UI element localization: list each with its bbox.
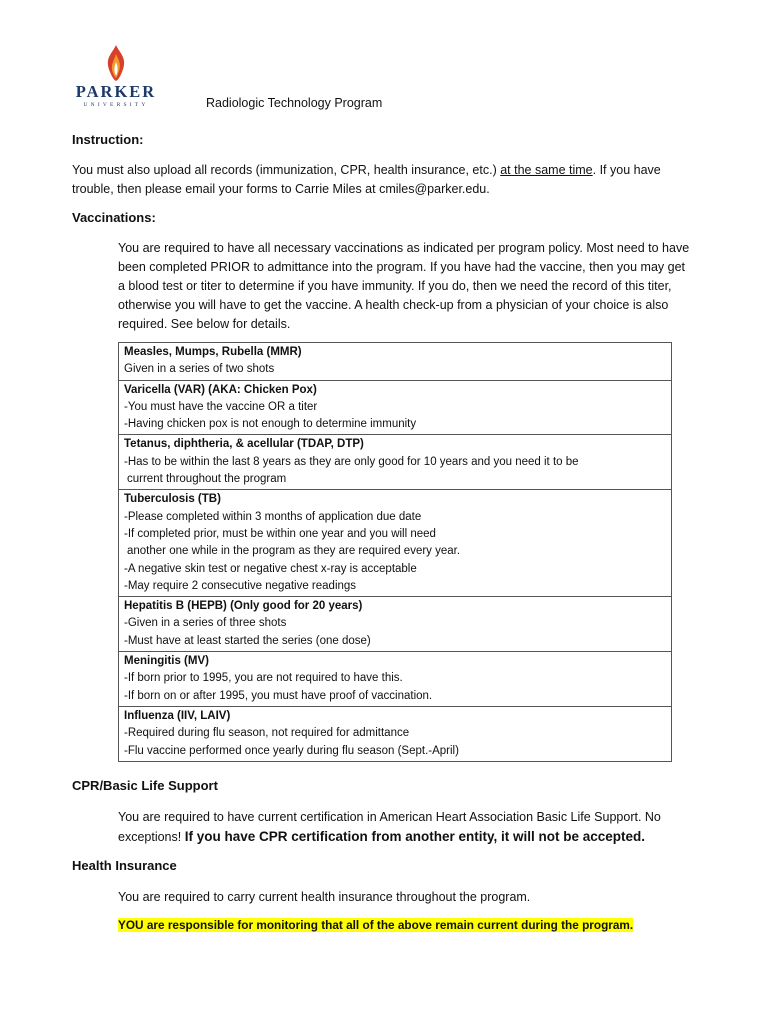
vaccine-name: Influenza (IIV, LAIV): [124, 709, 231, 722]
intro-line: You are required to have all necessary vaccinations as indicated per program policy. Most need to have: [118, 241, 690, 255]
program-title: Radiologic Technology Program: [206, 96, 383, 110]
vaccinations-intro: [118, 239, 689, 334]
intro-line: otherwise you will have to get the vaccine. A health check-up from a physician of your choice is also: [118, 298, 669, 312]
vaccine-name: Tuberculosis (TB): [124, 493, 221, 506]
instruction-line-2: trouble, then please email your forms to Carrie Miles at cmiles@parker.edu.: [72, 182, 490, 196]
cpr-text: [118, 808, 661, 847]
vaccine-detail: -If completed prior, must be within one year and you will need: [124, 527, 436, 540]
insurance-text: You are required to carry current health insurance throughout the program.: [118, 890, 531, 904]
vaccine-detail: -If born prior to 1995, you are not required to have this.: [124, 672, 403, 685]
vaccine-name: Measles, Mumps, Rubella (MMR): [124, 346, 302, 358]
parker-logo: [70, 44, 162, 108]
instruction-text: [72, 161, 661, 199]
cpr-line-2: [118, 827, 661, 847]
instruction-text-b: . If you have: [592, 163, 661, 177]
vaccine-detail: current throughout the program: [127, 473, 287, 486]
vaccine-name: Meningitis (MV): [124, 655, 209, 668]
vaccination-row: [119, 343, 672, 381]
cpr-heading: CPR/Basic Life Support: [72, 778, 218, 793]
vaccination-row: [119, 706, 672, 761]
responsibility-notice: [118, 916, 633, 935]
vaccination-cell: [119, 435, 672, 490]
vaccine-detail: -You must have the vaccine OR a titer: [124, 400, 318, 413]
vaccine-name: Hepatitis B (HEPB) (Only good for 20 years): [124, 600, 363, 613]
intro-line: been completed PRIOR to admittance into the program. If you have had the vaccine, then you may get: [118, 260, 685, 274]
vaccination-row: [119, 597, 672, 652]
vaccination-table: [118, 342, 672, 762]
vaccination-cell: [119, 343, 672, 381]
vaccine-detail: -Must have at least started the series (one dose): [124, 634, 371, 647]
intro-line: a blood test or titer to determine if you have immunity. If you do, then we need the record of this titer,: [118, 279, 672, 293]
vaccination-cell: [119, 597, 672, 652]
vaccine-detail: Given in a series of two shots: [124, 363, 275, 376]
vaccine-detail: -If born on or after 1995, you must have proof of vaccination.: [124, 689, 433, 702]
vaccine-detail: -A negative skin test or negative chest x-ray is acceptable: [124, 562, 417, 575]
vaccine-detail: -Required during flu season, not required for admittance: [124, 727, 410, 740]
vaccination-row: [119, 380, 672, 435]
vaccine-detail: -Having chicken pox is not enough to determine immunity: [124, 418, 417, 431]
cpr-line-1: You are required to have current certification in American Heart Association Basic Life Support. No: [118, 810, 661, 824]
vaccination-row: [119, 652, 672, 707]
vaccine-detail: -Given in a series of three shots: [124, 617, 287, 630]
logo-subtitle: UNIVERSITY: [83, 102, 149, 108]
vaccine-detail: -Has to be within the last 8 years as they are only good for 10 years and you need it to be: [124, 455, 579, 468]
flame-icon: [102, 44, 130, 82]
vaccinations-heading: Vaccinations:: [72, 210, 156, 225]
vaccine-detail: another one while in the program as they are required every year.: [127, 545, 461, 558]
highlighted-notice: YOU are responsible for monitoring that all of the above remain current during the program.: [118, 918, 634, 932]
vaccination-cell: [119, 652, 672, 707]
vaccination-cell: [119, 490, 672, 597]
instruction-text-a: You must also upload all records (immunization, CPR, health insurance, etc.): [72, 163, 497, 177]
vaccination-cell: [119, 706, 672, 761]
vaccination-cell: [119, 380, 672, 435]
intro-line: required. See below for details.: [118, 317, 291, 331]
instruction-heading: Instruction:: [72, 132, 144, 147]
logo-wordmark: PARKER: [75, 82, 157, 101]
vaccine-detail: -Flu vaccine performed once yearly during flu season (Sept.-April): [124, 744, 459, 757]
vaccination-row: [119, 490, 672, 597]
same-time-emphasis: at the same time: [500, 163, 593, 177]
vaccine-name: Varicella (VAR) (AKA: Chicken Pox): [124, 383, 317, 396]
vaccine-detail: -Please completed within 3 months of application due date: [124, 510, 422, 523]
cpr-text-a: exceptions!: [118, 830, 182, 844]
vaccine-name: Tetanus, diphtheria, & acellular (TDAP, DTP): [124, 438, 364, 451]
vaccination-row: [119, 435, 672, 490]
vaccine-detail: -May require 2 consecutive negative readings: [124, 579, 357, 592]
insurance-heading: Health Insurance: [72, 858, 177, 873]
instruction-line-1: [72, 161, 661, 180]
cpr-warning: If you have CPR certification from another entity, it will not be accepted.: [184, 829, 646, 844]
